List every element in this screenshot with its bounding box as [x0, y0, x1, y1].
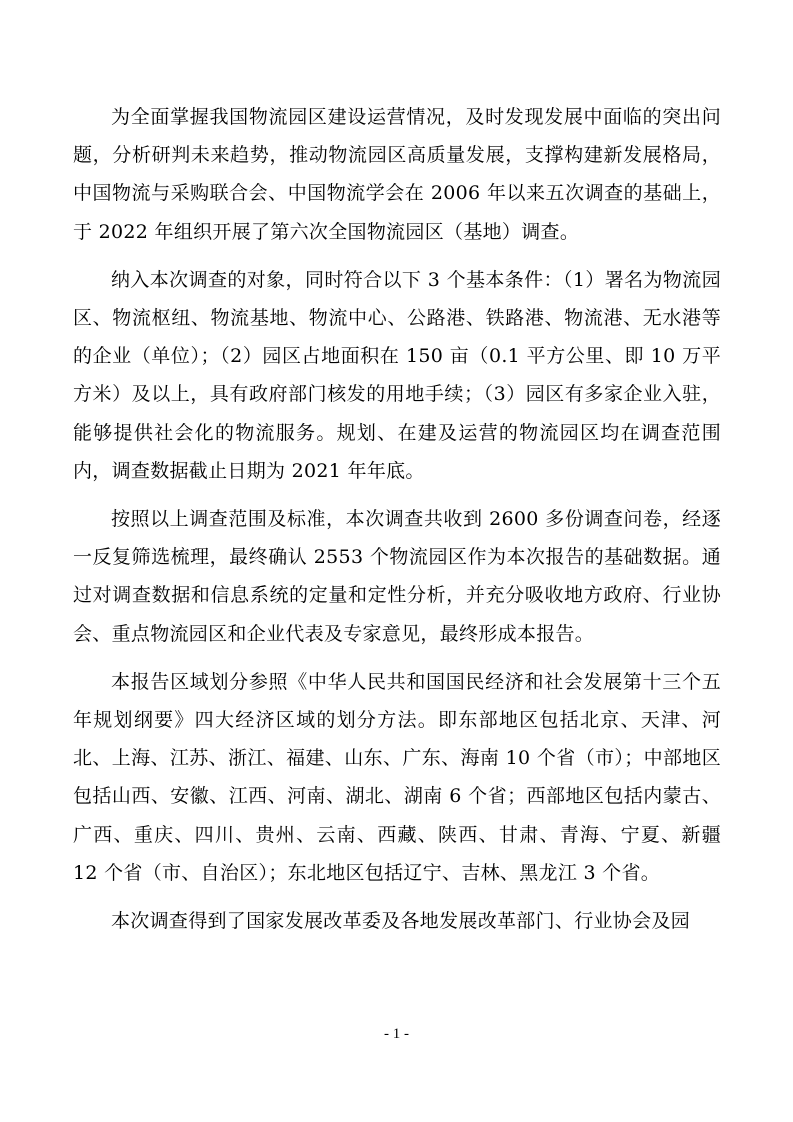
- document-body: [73, 98, 721, 950]
- paragraph-1: 为全面掌握我国物流园区建设运营情况，及时发现发展中面临的突出问题，分析研判未来趋势，推动物流园区高质量发展，支撑构建新发展格局，中国物流与采购联合会、中国物流学会在 2006 年以来五次调查的基础上，于 2022 年组织开展了第六次全国物流园区（基地）调查。: [73, 106, 721, 243]
- paragraph-5: 本次调查得到了国家发展改革委及各地发展改革部门、行业协会及园: [111, 910, 691, 933]
- paragraph-3: 按照以上调查范围及标准，本次调查共收到 2600 多份调查问卷，经逐一反复筛选梳理，最终确认 2553 个物流园区作为本次报告的基础数据。通过对调查数据和信息系统的定量和定性分析，并充分吸收地方政府、行业协会、重点物流园区和企业代表及专家意见，最终形成本报告。: [73, 508, 721, 645]
- paragraph-4: 本报告区域划分参照《中华人民共和国国民经济和社会发展第十三个五年规划纲要》四大经济区域的划分方法。即东部地区包括北京、天津、河北、上海、江苏、浙江、福建、山东、广东、海南 10 个省（市）；中部地区包括山西、安徽、江西、河南、湖北、湖南 6 个省；西部地区包括内蒙古、广西、重庆、四川、贵州、云南、西藏、陕西、甘肃、青海、宁夏、新疆 12 个省（市、自治区）；东北地区包括辽宁、吉林、黑龙江 3 个省。: [73, 670, 721, 884]
- page-number: - 1 -: [384, 1026, 409, 1042]
- paragraph-2: 纳入本次调查的对象，同时符合以下 3 个基本条件：（1）署名为物流园区、物流枢纽、物流基地、物流中心、公路港、铁路港、物流港、无水港等的企业（单位）；（2）园区占地面积在 150 亩（0.1 平方公里、即 10 万平方米）及以上，具有政府部门核发的用地手续；（3）园区有多家企业入驻，能够提供社会化的物流服务。规划、在建及运营的物流园区均在调查范围内，调查数据截止日期为 2021 年年底。: [73, 268, 721, 482]
